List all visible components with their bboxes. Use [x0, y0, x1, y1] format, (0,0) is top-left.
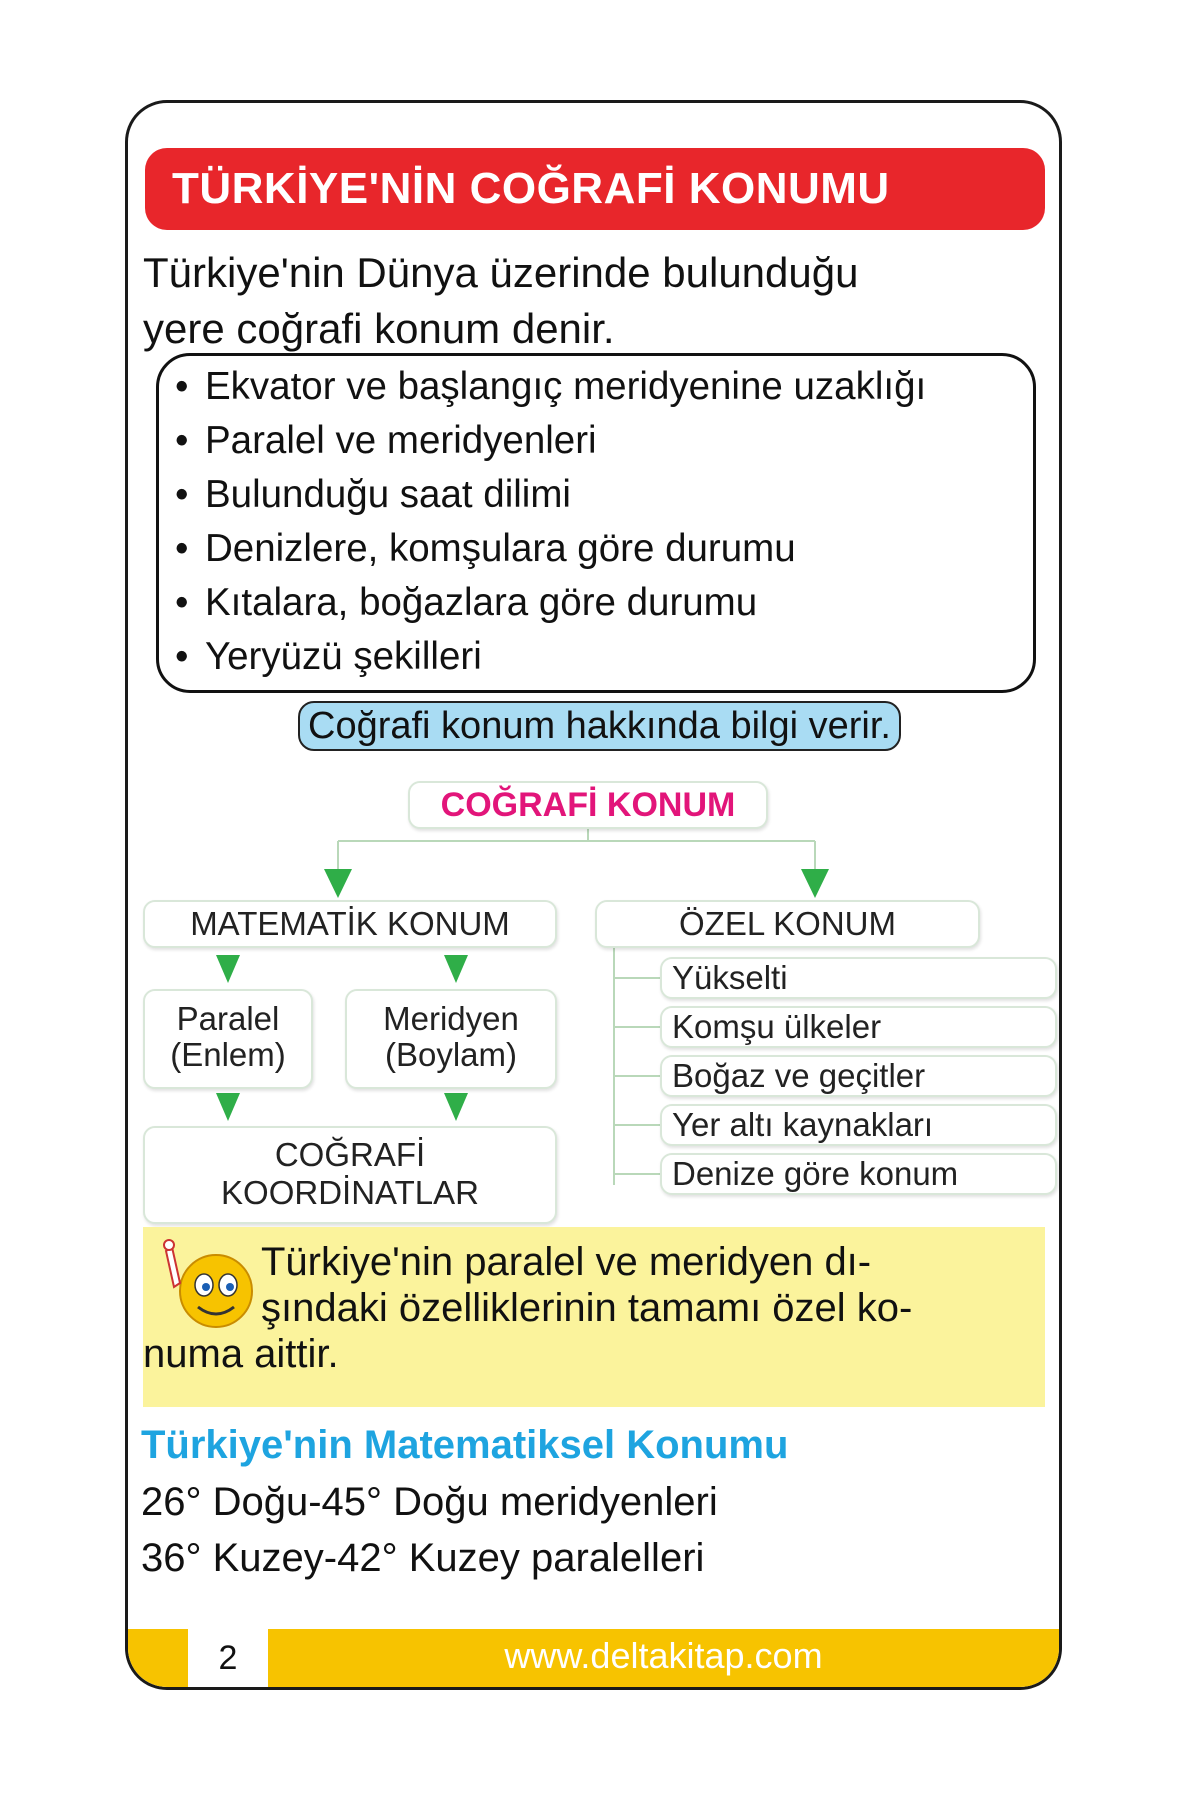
special-item-resources: Yer altı kaynakları — [660, 1104, 1057, 1146]
coordinates-node: COĞRAFİ KOORDİNATLAR — [143, 1126, 557, 1224]
section-title: Türkiye'nin Matematiksel Konumu — [141, 1423, 789, 1467]
footer-bar — [128, 1629, 1059, 1687]
note-text — [143, 1239, 1021, 1376]
intro-line-2: yere coğrafi konum denir. — [143, 305, 615, 352]
special-item-elevation: Yükselti — [660, 957, 1057, 999]
special-item-sea-position: Denize göre konum — [660, 1153, 1057, 1195]
meridian-node: Meridyen (Boylam) — [345, 989, 557, 1089]
special-position-node: ÖZEL KONUM — [595, 900, 980, 948]
list-item: • Yeryüzü şekilleri — [175, 635, 482, 678]
list-item: • Bulunduğu saat dilimi — [175, 473, 571, 516]
page-number: 2 — [188, 1629, 268, 1687]
list-item: • Kıtalara, boğazlara göre durumu — [175, 581, 758, 624]
info-card — [125, 100, 1062, 1690]
parallels-line: 36° Kuzey-42° Kuzey paralelleri — [141, 1536, 705, 1580]
special-item-neighbors: Komşu ülkeler — [660, 1006, 1057, 1048]
list-item: • Paralel ve meridyenleri — [175, 419, 597, 462]
list-item: • Ekvator ve başlangıç meridyenine uzaklığı — [175, 365, 927, 408]
info-pill: Coğrafi konum hakkında bilgi verir. — [298, 701, 901, 751]
smiley-icon — [154, 1235, 264, 1335]
intro-line-1: Türkiye'nin Dünya üzerinde bulunduğu — [143, 249, 859, 296]
geo-position-node: COĞRAFİ KONUM — [408, 781, 768, 829]
parallel-node: Paralel (Enlem) — [143, 989, 313, 1089]
math-position-node: MATEMATİK KONUM — [143, 900, 557, 948]
page-title: TÜRKİYE'NİN COĞRAFİ KONUMU — [172, 164, 890, 213]
footer-url: www.deltakitap.com — [504, 1635, 823, 1676]
special-item-straits: Boğaz ve geçitler — [660, 1055, 1057, 1097]
note-line-1: Türkiye'nin paralel ve meridyen dı- — [261, 1240, 872, 1284]
note-line-3: numa aittir. — [143, 1332, 339, 1376]
list-item: • Denizlere, komşulara göre durumu — [175, 527, 796, 570]
note-line-2: şındaki özelliklerinin tamamı özel ko- — [261, 1286, 913, 1330]
meridians-line: 26° Doğu-45° Doğu meridyenleri — [141, 1480, 718, 1524]
